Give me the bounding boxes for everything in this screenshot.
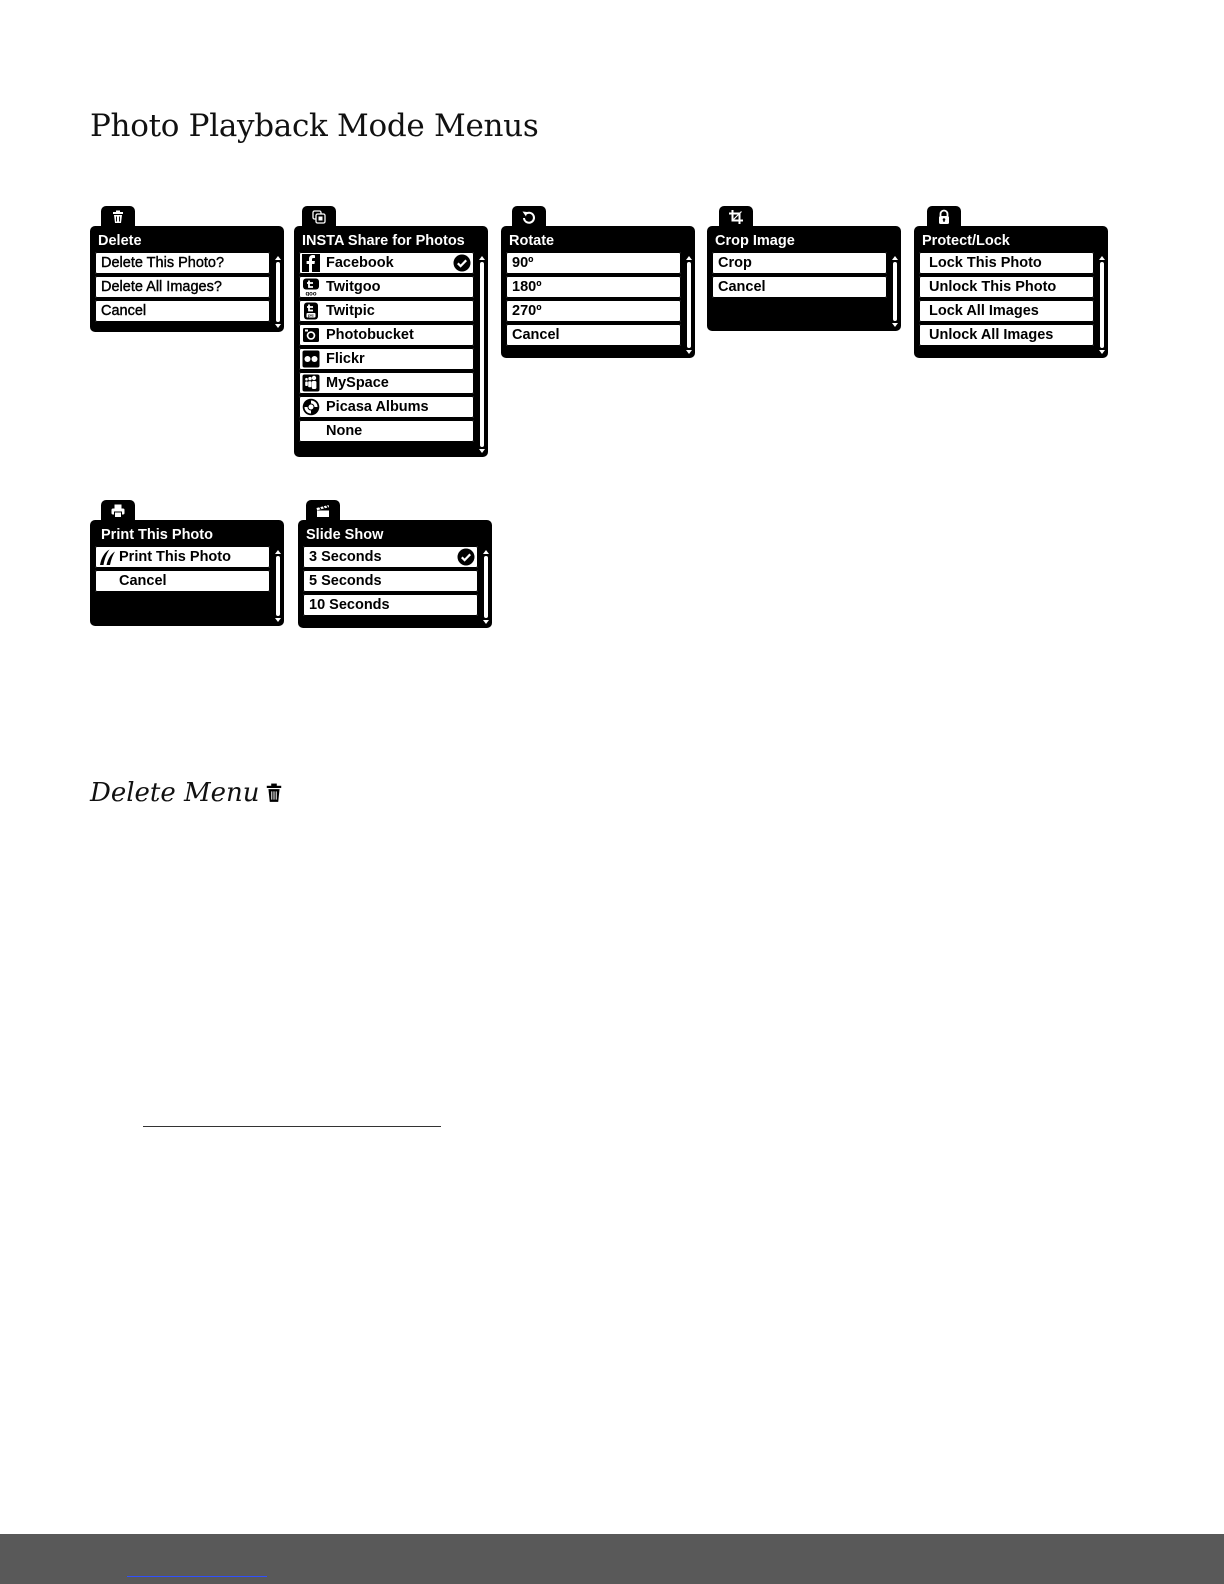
menu-item-label: Picasa Albums bbox=[326, 399, 429, 415]
menu-item-picasa-albums[interactable] bbox=[299, 396, 474, 418]
scrollbar[interactable] bbox=[892, 256, 898, 327]
svg-text:pic: pic bbox=[308, 312, 314, 318]
footer-link[interactable] bbox=[127, 1576, 267, 1577]
scrollbar[interactable] bbox=[479, 256, 485, 453]
print-tab[interactable] bbox=[101, 500, 135, 522]
menu-item-label: 10 Seconds bbox=[309, 597, 390, 613]
menu-item-label: Flickr bbox=[326, 351, 365, 367]
printer-icon bbox=[110, 503, 126, 519]
trash-icon bbox=[265, 783, 283, 803]
svg-text:goo: goo bbox=[305, 291, 317, 296]
menu-item-crop[interactable]: Crop bbox=[712, 252, 887, 274]
trash-icon bbox=[110, 209, 126, 225]
slideshow-menu-box bbox=[298, 520, 492, 628]
print-menu-box bbox=[90, 520, 284, 626]
scrollbar[interactable] bbox=[483, 550, 489, 624]
menu-item-photobucket[interactable] bbox=[299, 324, 474, 346]
menu-item-flickr[interactable] bbox=[299, 348, 474, 370]
menu-item-delete-all-images[interactable]: Delete All Images? bbox=[95, 276, 270, 298]
rotate-tab[interactable] bbox=[512, 206, 546, 228]
pictbridge-icon bbox=[98, 548, 116, 566]
protect-menu bbox=[914, 206, 1108, 358]
share-tab[interactable] bbox=[302, 206, 336, 228]
print-menu bbox=[90, 500, 284, 626]
menu-item-twitpic[interactable] bbox=[299, 300, 474, 322]
menu-item-label: Twitgoo bbox=[326, 279, 381, 295]
scrollbar[interactable] bbox=[1099, 256, 1105, 354]
menu-item-twitgoo[interactable] bbox=[299, 276, 474, 298]
menu-item-180[interactable]: 180º bbox=[506, 276, 681, 298]
delete-menu bbox=[90, 206, 284, 332]
menu-item-label: Cancel bbox=[119, 573, 167, 589]
flickr-icon bbox=[302, 350, 320, 368]
menu-item-unlock-this-photo[interactable]: Unlock This Photo bbox=[919, 276, 1094, 298]
section-title: Delete Menu bbox=[90, 778, 260, 808]
delete-menu-box bbox=[90, 226, 284, 332]
crop-menu bbox=[707, 206, 901, 331]
share-menu-box bbox=[294, 226, 488, 457]
myspace-icon bbox=[302, 374, 320, 392]
clapperboard-icon bbox=[315, 503, 331, 519]
facebook-icon bbox=[302, 254, 320, 272]
delete-tab[interactable] bbox=[101, 206, 135, 228]
menu-item-facebook[interactable] bbox=[299, 252, 474, 274]
menu-item-lock-all-images[interactable]: Lock All Images bbox=[919, 300, 1094, 322]
scrollbar[interactable] bbox=[275, 550, 281, 622]
scrollbar[interactable] bbox=[275, 256, 281, 328]
page-title: Photo Playback Mode Menus bbox=[90, 108, 539, 144]
protect-tab[interactable] bbox=[927, 206, 961, 228]
menu-item-cancel[interactable]: Cancel bbox=[506, 324, 681, 346]
menu-item-cancel[interactable]: Cancel bbox=[712, 276, 887, 298]
menu-item-myspace[interactable] bbox=[299, 372, 474, 394]
menu-item-lock-this-photo[interactable]: Lock This Photo bbox=[919, 252, 1094, 274]
rotate-menu bbox=[501, 206, 695, 358]
picasa-icon bbox=[302, 398, 320, 416]
protect-menu-box bbox=[914, 226, 1108, 358]
twitgoo-icon bbox=[302, 278, 320, 296]
menu-title: Crop Image bbox=[715, 233, 795, 249]
menu-title: Print This Photo bbox=[101, 527, 213, 543]
menu-title: Protect/Lock bbox=[922, 233, 1010, 249]
rotate-menu-box bbox=[501, 226, 695, 358]
menu-item-label: Print This Photo bbox=[119, 549, 231, 565]
menu-item-print-this-photo[interactable] bbox=[95, 546, 270, 568]
menu-item-label: None bbox=[326, 423, 363, 439]
share-icon bbox=[311, 209, 327, 225]
menu-title: Rotate bbox=[509, 233, 555, 249]
slideshow-tab[interactable] bbox=[306, 500, 340, 522]
menu-title: INSTA Share for Photos bbox=[302, 233, 465, 249]
lock-icon bbox=[936, 209, 952, 225]
menu-item-label: Facebook bbox=[326, 255, 394, 271]
menu-item-270[interactable]: 270º bbox=[506, 300, 681, 322]
menu-item-label: Photobucket bbox=[326, 327, 414, 343]
menu-item-delete-this-photo[interactable]: Delete This Photo? bbox=[95, 252, 270, 274]
checkmark-icon bbox=[457, 548, 475, 566]
menu-item-label: 5 Seconds bbox=[309, 573, 382, 589]
scrollbar[interactable] bbox=[686, 256, 692, 354]
menu-item-none[interactable] bbox=[299, 420, 474, 442]
footer-bar bbox=[0, 1534, 1224, 1584]
menu-item-90[interactable]: 90º bbox=[506, 252, 681, 274]
menu-item-unlock-all-images[interactable]: Unlock All Images bbox=[919, 324, 1094, 346]
divider bbox=[143, 1126, 441, 1127]
menu-item-10-seconds[interactable] bbox=[303, 594, 478, 616]
crop-menu-box bbox=[707, 226, 901, 331]
slideshow-menu bbox=[298, 500, 492, 628]
menu-item-label: Twitpic bbox=[326, 303, 375, 319]
menu-title: Delete bbox=[98, 233, 142, 249]
twitpic-icon bbox=[302, 302, 320, 320]
menu-item-3-seconds[interactable] bbox=[303, 546, 478, 568]
rotate-icon bbox=[521, 209, 537, 225]
menu-item-cancel[interactable] bbox=[95, 570, 270, 592]
menu-item-5-seconds[interactable] bbox=[303, 570, 478, 592]
menu-item-cancel[interactable]: Cancel bbox=[95, 300, 270, 322]
menu-title: Slide Show bbox=[306, 527, 384, 543]
menu-item-label: 3 Seconds bbox=[309, 549, 382, 565]
checkmark-icon bbox=[453, 254, 471, 272]
crop-tab[interactable] bbox=[719, 206, 753, 228]
menu-item-label: MySpace bbox=[326, 375, 389, 391]
crop-icon bbox=[728, 209, 744, 225]
photobucket-icon bbox=[302, 326, 320, 344]
share-menu bbox=[294, 206, 488, 457]
